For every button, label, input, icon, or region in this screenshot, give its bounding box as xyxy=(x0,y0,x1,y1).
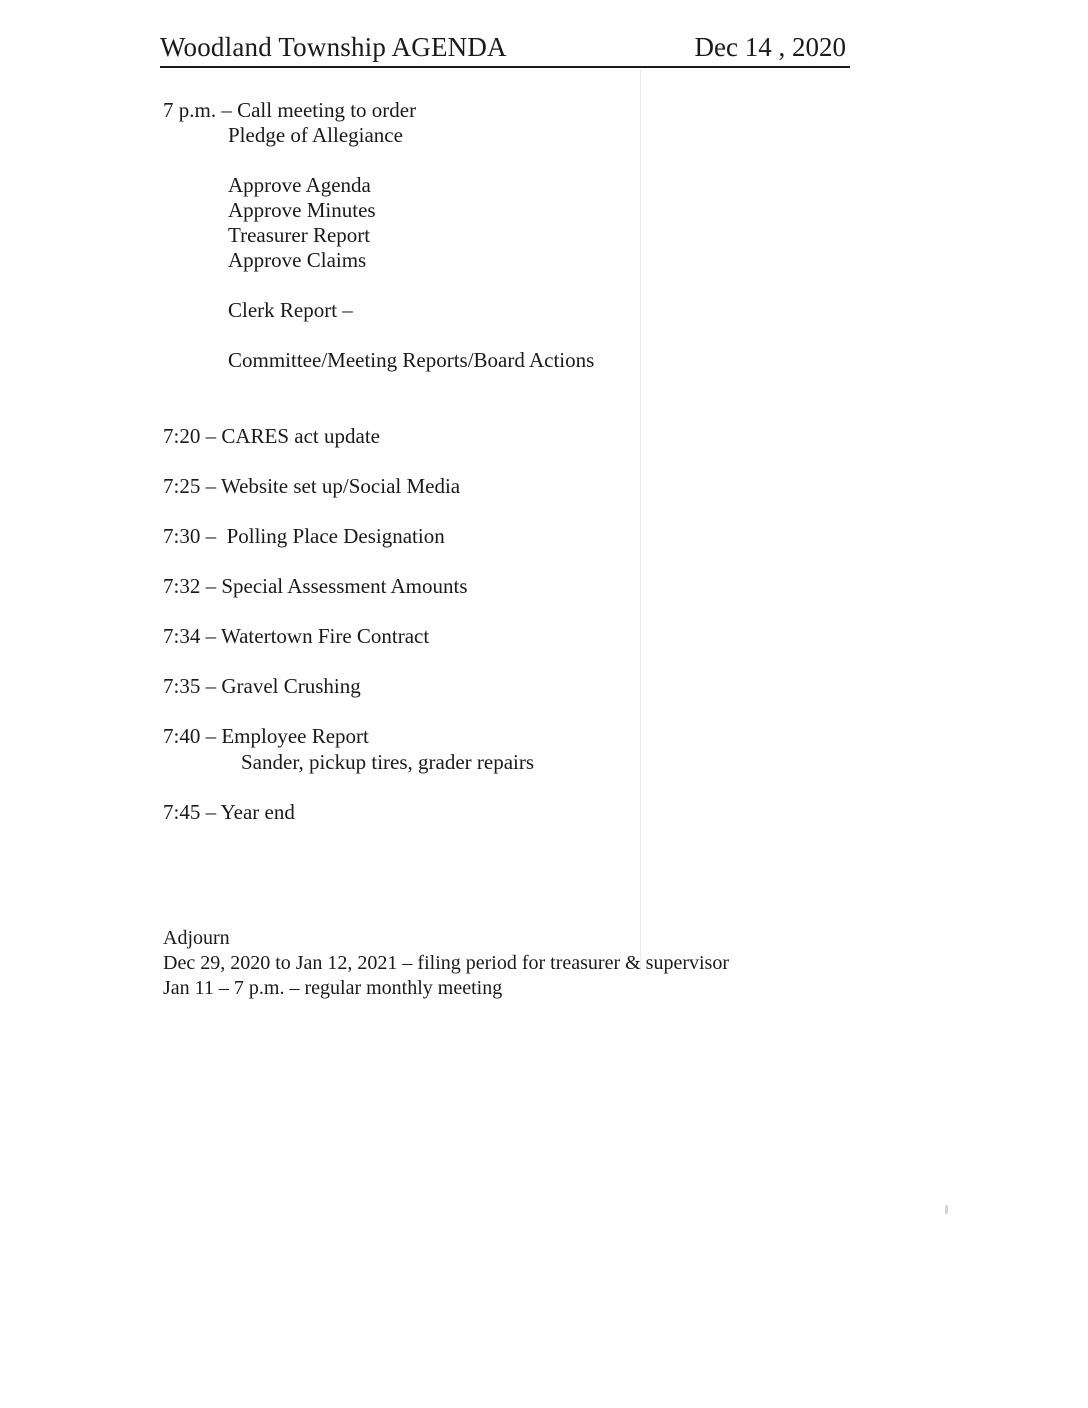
agenda-item-text: 7:32 – Special Assessment Amounts xyxy=(163,574,468,598)
agenda-item-subtext: Sander, pickup tires, grader repairs xyxy=(241,750,535,774)
pledge-line: Pledge of Allegiance xyxy=(228,123,403,147)
spacer xyxy=(163,148,983,173)
agenda-body xyxy=(163,98,983,1001)
clerk-report-line: Clerk Report – xyxy=(228,298,353,322)
spacer xyxy=(163,323,983,348)
next-meeting-line: Jan 11 – 7 p.m. – regular monthly meeting xyxy=(163,977,503,999)
agenda-item-text: 7:25 – Website set up/Social Media xyxy=(163,474,461,498)
agenda-item xyxy=(163,523,983,549)
call-to-order-line: 7 p.m. – Call meeting to order xyxy=(163,98,417,122)
agenda-item xyxy=(163,473,983,499)
filing-period-line: Dec 29, 2020 to Jan 12, 2021 – filing period for treasurer & supervisor xyxy=(163,952,729,974)
spacer xyxy=(163,849,983,887)
document-date: Dec 14 , 2020 xyxy=(694,32,846,62)
agenda-item-text: 7:20 – CARES act update xyxy=(163,424,380,448)
agenda-item xyxy=(163,623,983,649)
approve-minutes-line: Approve Minutes xyxy=(228,198,376,222)
document-header xyxy=(160,32,850,68)
agenda-item-text: 7:40 – Employee Report xyxy=(163,724,369,748)
scan-artifact-speck xyxy=(945,1205,948,1214)
agenda-item-text: 7:30 – Polling Place Designation xyxy=(163,524,445,548)
spacer xyxy=(163,273,983,298)
committee-reports-line: Committee/Meeting Reports/Board Actions xyxy=(228,348,595,372)
agenda-item xyxy=(163,573,983,599)
approve-agenda-line: Approve Agenda xyxy=(228,173,371,197)
agenda-item-text: 7:35 – Gravel Crushing xyxy=(163,674,361,698)
agenda-item xyxy=(163,723,983,775)
page-title: Woodland Township AGENDA xyxy=(160,32,507,62)
agenda-item-text: 7:45 – Year end xyxy=(163,800,295,824)
approve-claims-line: Approve Claims xyxy=(228,248,367,272)
agenda-item xyxy=(163,673,983,699)
spacer xyxy=(163,411,983,423)
spacer xyxy=(163,373,983,411)
agenda-item xyxy=(163,423,983,449)
agenda-item xyxy=(163,799,983,825)
spacer xyxy=(163,887,983,912)
agenda-item-text: 7:34 – Watertown Fire Contract xyxy=(163,624,430,648)
adjourn-line: Adjourn xyxy=(163,927,230,949)
treasurer-report-line: Treasurer Report xyxy=(228,223,371,247)
closing-notes xyxy=(163,926,983,1001)
